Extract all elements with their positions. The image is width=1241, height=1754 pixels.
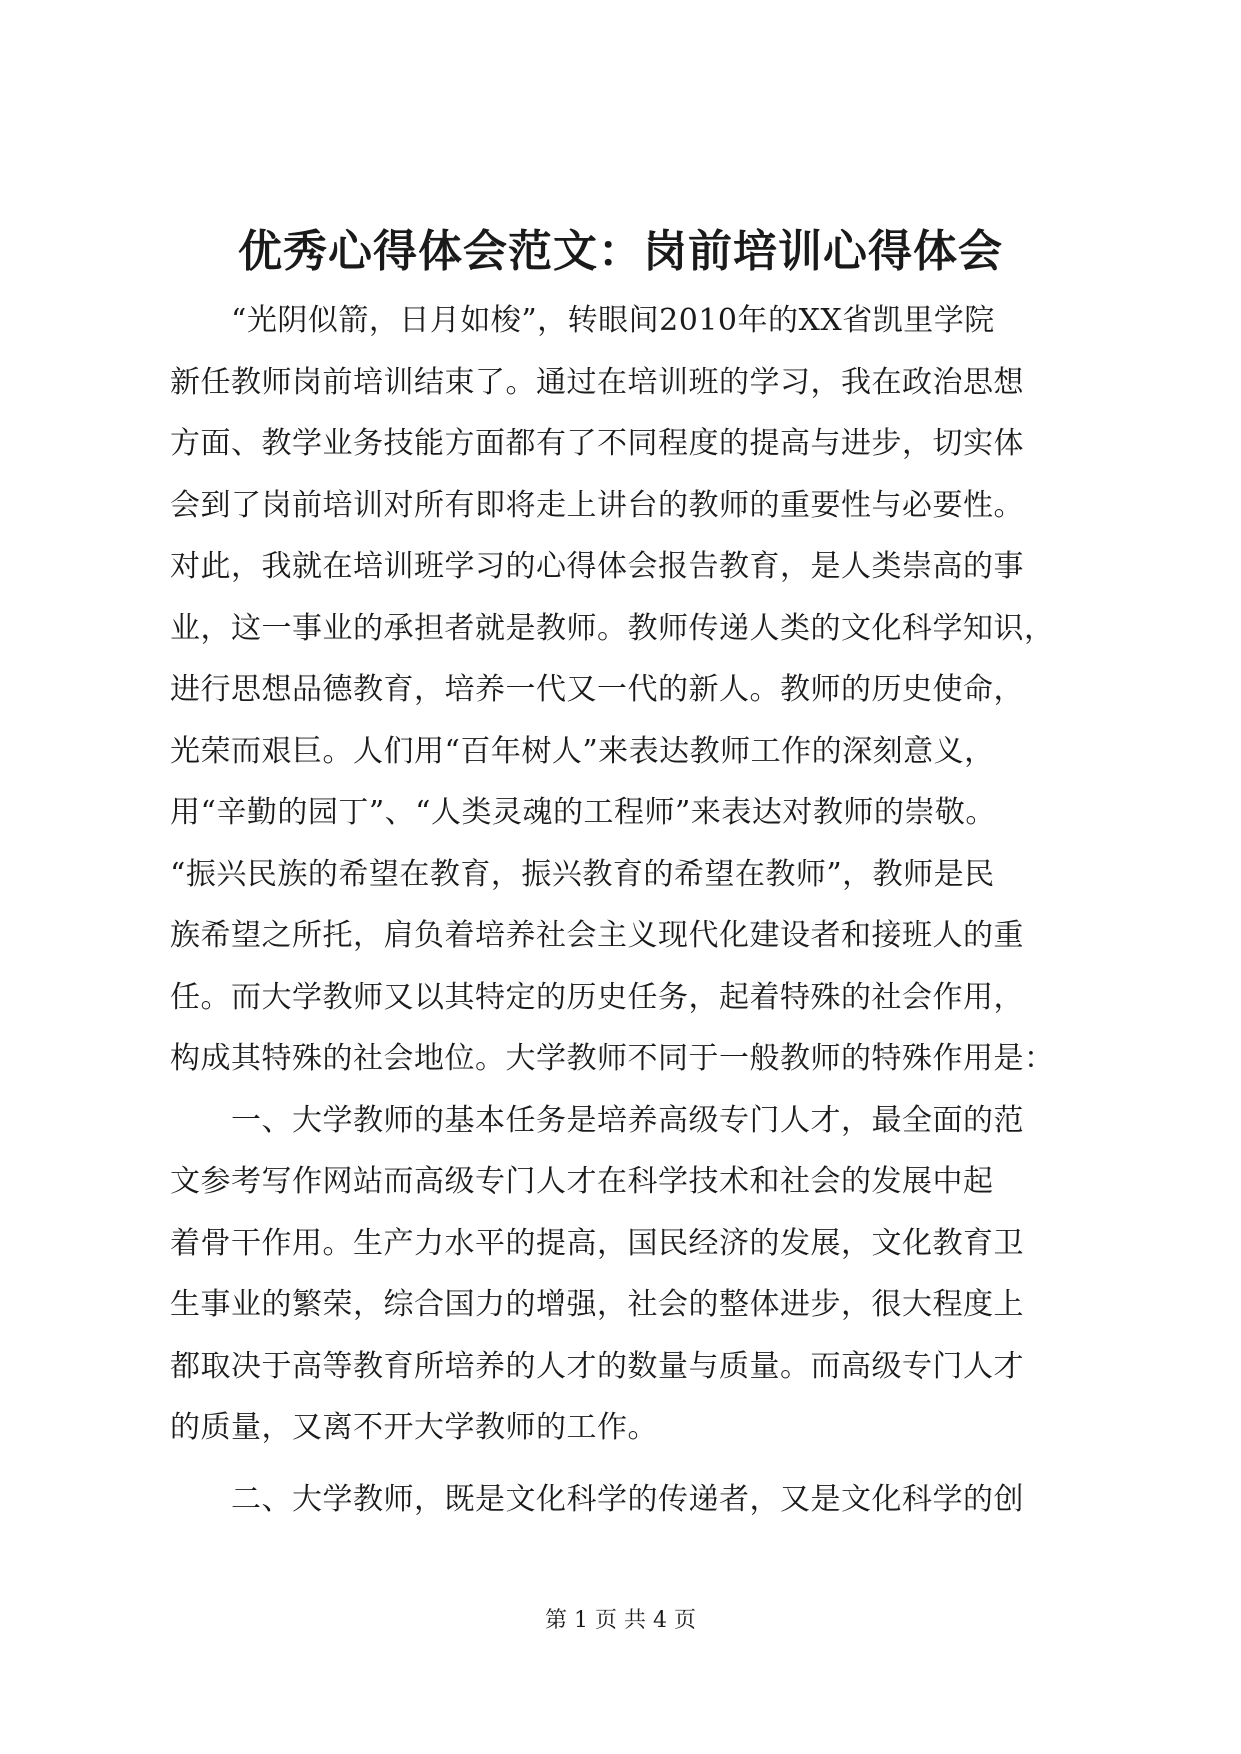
body-line: 进行思想品德教育，培养一代又一代的新人。教师的历史使命， xyxy=(170,672,1024,707)
body-line: 光荣而艰巨。人们用“百年树人”来表达教师工作的深刻意义， xyxy=(170,733,995,769)
body-line: 文参考写作网站而高级专门人才在科学技术和社会的发展中起 xyxy=(170,1164,994,1199)
body-line: 方面、教学业务技能方面都有了不同程度的提高与进步，切实体 xyxy=(170,426,1024,461)
body-line: 都取决于高等教育所培养的人才的数量与质量。而高级专门人才 xyxy=(170,1348,1024,1384)
body-line: “振兴民族的希望在教育，振兴教育的希望在教师”，教师是民 xyxy=(170,856,995,892)
body-line: 任。而大学教师又以其特定的历史任务，起着特殊的社会作用， xyxy=(170,979,1024,1015)
document-title: 优秀心得体会范文：岗前培训心得体会 xyxy=(238,226,1003,277)
body-line: 的质量，又离不开大学教师的工作。 xyxy=(170,1410,658,1445)
document-body xyxy=(170,290,1075,1530)
body-line: “光阴似箭，日月如梭”，转眼间2010年的XX省凯里学院 xyxy=(170,303,995,338)
body-line: 新任教师岗前培训结束了。通过在培训班的学习，我在政治思想 xyxy=(170,364,1024,400)
body-line: 二、大学教师，既是文化科学的传递者，又是文化科学的创 xyxy=(170,1481,1024,1517)
body-line: 会到了岗前培训对所有即将走上讲台的教师的重要性与必要性。 xyxy=(170,487,1024,523)
body-line: 一、大学教师的基本任务是培养高级专门人才，最全面的范 xyxy=(170,1102,1024,1138)
body-line: 业，这一事业的承担者就是教师。教师传递人类的文化科学知识， xyxy=(170,610,1055,646)
body-line: 对此，我就在培训班学习的心得体会报告教育，是人类崇高的事 xyxy=(170,549,1024,584)
body-line: 着骨干作用。生产力水平的提高，国民经济的发展，文化教育卫 xyxy=(170,1225,1024,1261)
body-line: 生事业的繁荣，综合国力的增强，社会的整体进步，很大程度上 xyxy=(170,1287,1024,1322)
body-line: 族希望之所托，肩负着培养社会主义现代化建设者和接班人的重 xyxy=(170,918,1024,953)
body-line: 用“辛勤的园丁”、“人类灵魂的工程师”来表达对教师的崇敬。 xyxy=(170,795,996,830)
body-line: 构成其特殊的社会地位。大学教师不同于一般教师的特殊作用是： xyxy=(170,1041,1055,1076)
page-number-footer: 第 1 页 共 4 页 xyxy=(545,1608,696,1633)
